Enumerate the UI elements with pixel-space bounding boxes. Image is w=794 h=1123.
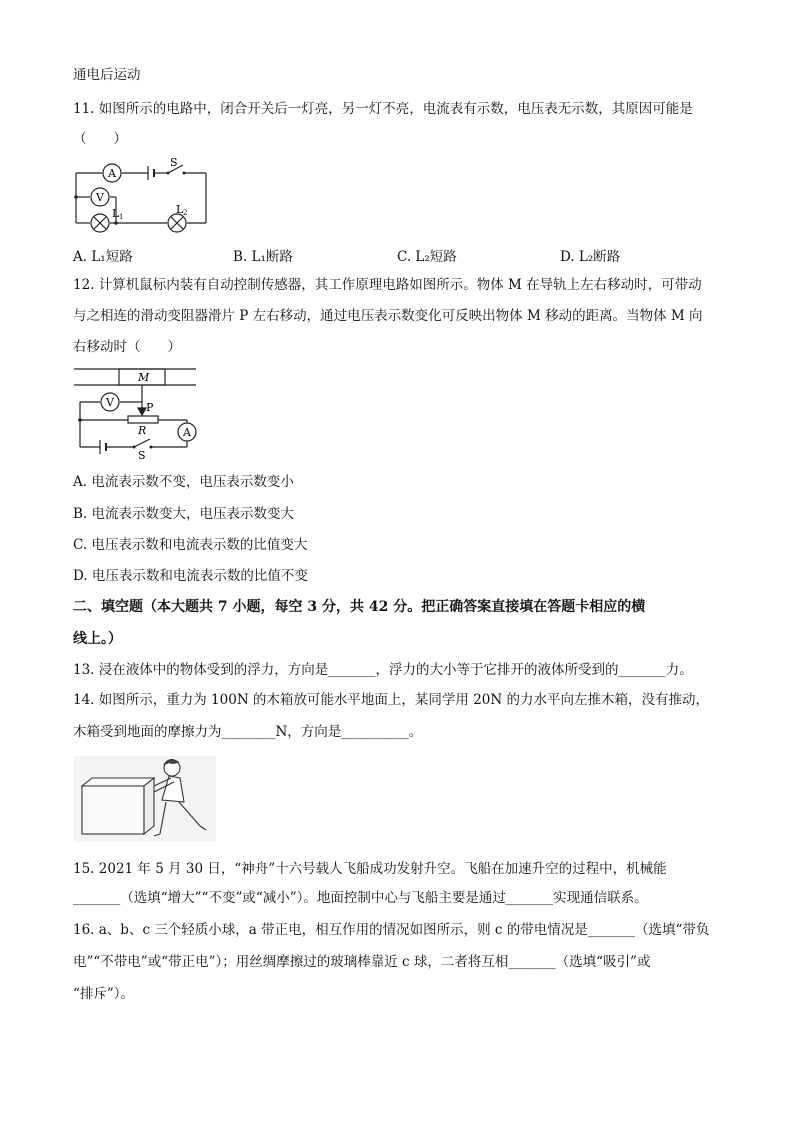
question-12-option-a: A. 电流表示数不变，电压表示数变小 (73, 474, 294, 490)
question-12-option-c: C. 电压表示数和电流表示数的比值变大 (73, 537, 308, 553)
section-2-heading-line2: 线上。） (73, 631, 122, 647)
switch-label: S (170, 156, 178, 169)
option-c: C. L₂短路 (397, 249, 457, 265)
option-b: B. L₁断路 (233, 249, 293, 265)
question-11-bracket: （ ） (73, 131, 127, 147)
lamp1-label: L (112, 207, 120, 220)
lamp1-subscript: 1 (119, 213, 124, 221)
voltmeter-label: V (106, 396, 114, 409)
question-14-line1: 14. 如图所示，重力为 100N 的木箱放可能水平地面上，某同学用 20N 的力水平向左推木箱，没有推动， (73, 692, 709, 708)
voltmeter-label: V (96, 191, 104, 204)
push-box-illustration (74, 756, 216, 842)
question-15-line2: _______（选填“增大”“不变”或“减小”）。地面控制中心与飞船主要是通过_______实现通信联系。 (73, 890, 648, 906)
question-12-option-d: D. 电压表示数和电流表示数的比值不变 (73, 568, 308, 584)
question-14-line2: 木箱受到地面的摩擦力为________N，方向是__________。 (73, 724, 423, 740)
ammeter-label: A (108, 167, 116, 180)
text-line: 通电后运动 (73, 67, 141, 83)
question-12-option-b: B. 电流表示数变大，电压表示数变大 (73, 506, 295, 522)
question-15-line1: 15. 2021 年 5 月 30 日，“神舟”十六号载人飞船成功发射升空。飞船在加速升空的过程中，机械能 (73, 861, 667, 877)
question-16-line2: 电”“不带电”或“带正电”）；用丝绸摩擦过的玻璃棒靠近 c 球，二者将互相_______（选填“吸引”或 (73, 954, 651, 970)
slider-p-label: P (146, 401, 154, 414)
question-12-stem-line2: 与之相连的滑动变阻器滑片 P 左右移动，通过电压表示数变化可反映出物体 M 移动的距离。当物体 M 向 (73, 308, 703, 324)
ammeter-label: A (183, 426, 191, 439)
circuit-diagram-q12 (72, 365, 207, 460)
resistor-label: R (138, 424, 147, 437)
lamp2-subscript: 2 (183, 209, 188, 217)
lamp2-label: L (176, 203, 184, 216)
switch-label: S (138, 449, 146, 460)
junction-dot (114, 221, 118, 225)
section-2-heading-line1: 二、填空题（本大题共 7 小题，每空 3 分，共 42 分。把正确答案直接填在答题卡相应的横 (73, 599, 646, 615)
question-11-stem: 11. 如图所示的电路中，闭合开关后一灯亮，另一灯不亮，电流表有示数，电压表无示数，其原因可能是 (73, 101, 693, 117)
option-d: D. L₂断路 (560, 249, 621, 265)
junction-dot (74, 195, 78, 199)
question-11-options (73, 245, 733, 263)
object-m-label: M (138, 371, 150, 384)
option-a: A. L₁短路 (73, 249, 133, 265)
question-12-stem-line1: 12. 计算机鼠标内装有自动控制传感器，其工作原理电路如图所示。物体 M 在导轨上左右移动时，可带动 (73, 277, 702, 293)
question-16-line3: “排斥”）。 (73, 986, 135, 1002)
question-16-line1: 16. a、b、c 三个轻质小球，a 带正电，相互作用的情况如图所示，则 c 的带电情况是_______（选填“带负 (73, 922, 710, 938)
question-12-stem-line3: 右移动时（ ） (73, 339, 181, 355)
question-13: 13. 浸在液体中的物体受到的浮力，方向是_______，浮力的大小等于它排开的液体所受到的_______力。 (73, 662, 693, 678)
circuit-diagram-q11 (70, 155, 215, 235)
